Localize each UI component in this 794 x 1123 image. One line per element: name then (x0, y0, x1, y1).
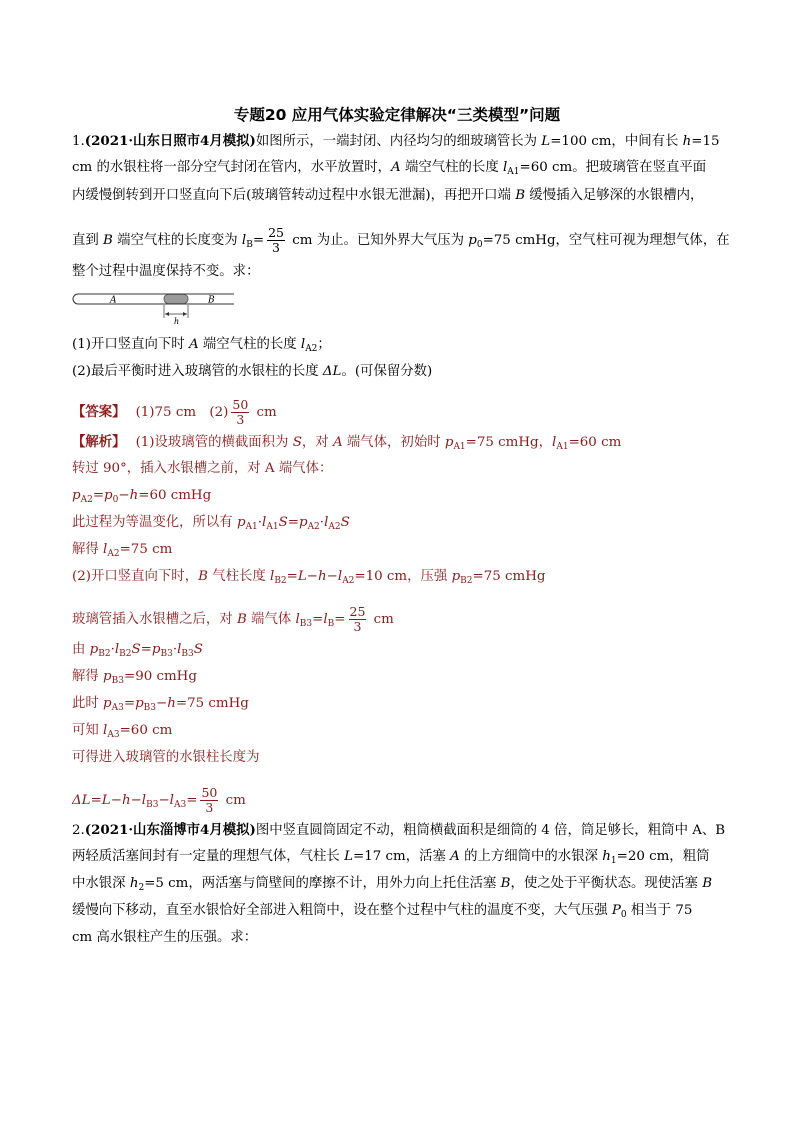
analysis-line-7: 玻璃管插入水银槽之后，对 B 端气体 $l_{B3}=l_B=$ $\frac{25}{3}$ cm (72, 604, 394, 634)
label-A: A (110, 295, 117, 306)
analysis-line-2: 转过 90°，插入水银槽之前，对 A 端气体： (72, 461, 333, 476)
analysis-line-11: 可知 $l_{A3}=60$ cm (72, 723, 173, 740)
analysis-line-10: 此时 $p_{A3}=p_{B3}-h=75$ cmHg (72, 696, 249, 713)
fraction-25-3: $\frac{25}{3}$ (268, 225, 284, 255)
analysis-line-6: (2)开口竖直向下时，B 气柱长度 $l_{B2}=L-h-l_{A2}=10$ cm，压强 $p_{B2}=75$ cmHg (72, 569, 546, 586)
q1-line-5: 整个过程中温度保持不变。求： (72, 264, 260, 279)
analysis-line-5: 解得 $l_{A2}=75$ cm (72, 542, 173, 559)
analysis-tag: 【解析】 (72, 434, 126, 450)
q2-line-5: cm 高水银柱产生的压强。求： (72, 930, 258, 945)
analysis-line-13: $\Delta L=L-h-l_{B3}-l_{A3}=$ $\frac{50}{3}$ cm (72, 785, 246, 815)
label-B: B (208, 295, 215, 306)
analysis-line-1: 【解析】 (1)设玻璃管的横截面积为 S，对 A 端气体，初始时 $p_{A1}=75$ cmHg，$l_{A1}=60$ cm (72, 434, 622, 452)
tube-diagram (72, 292, 242, 328)
q1-sub1: (1)开口竖直向下时 A 端空气柱的长度 $l_{A2}$； (72, 337, 331, 354)
q2-source: (2021·山东淄博市4月模拟) (84, 822, 256, 838)
analysis-line-3: $p_{A2}=p_0-h=60$ cmHg (72, 488, 212, 505)
q1-source: (2021·山东日照市4月模拟) (84, 133, 256, 149)
q1-line-1: 1.(2021·山东日照市4月模拟)如图所示，一端封闭、内径均匀的细玻璃管长为 L=100 cm，中间有长 h=15 (72, 133, 720, 149)
analysis-line-9: 解得 $p_{B3}=90$ cmHg (72, 669, 197, 686)
q2-line-3: 中水银深 $h_2=5$ cm，两活塞与筒壁间的摩擦不计，用外力向上托住活塞 B，使之处于平衡状态。现使活塞 B (72, 876, 713, 893)
q1-sub2: (2)最后平衡时进入玻璃管的水银柱的长度 ΔL。(可保留分数) (72, 364, 433, 379)
q1-line-3: 内缓慢倒转到开口竖直向下后(玻璃管转动过程中水银无泄漏)，再把开口端 B 缓慢插入足够深的水银槽内， (72, 188, 704, 203)
analysis-line-12: 可得进入玻璃管的水银柱长度为 (72, 750, 260, 765)
analysis-line-4: 此过程为等温变化，所以有 $p_{A1}\cdot l_{A1}S=p_{A2}\cdot l_{A2}S$ (72, 515, 350, 532)
page-title: 专题20 应用气体实验定律解决“三类模型”问题 (233, 106, 561, 124)
q1-line-4: 直到 B 端空气柱的长度变为 $l_B=$ $\frac{25}{3}$ cm 为止。已知外界大气压为 $p_0=75$ cmHg，空气柱可视为理想气体，在 (72, 225, 730, 255)
q2-line-4: 缓慢向下移动，直至水银恰好全部进入粗筒中，设在整个过程中气柱的温度不变，大气压强 $P_0$ 相当于 75 (72, 903, 693, 920)
q1-line-2: cm 的水银柱将一部分空气封闭在管内，水平放置时，A 端空气柱的长度 $l_{A1}=60$ cm。把玻璃管在竖直平面 (72, 160, 707, 177)
fraction-50-3: $\frac{50}{3}$ (232, 397, 249, 427)
analysis-line-8: 由 $p_{B2}\cdot l_{B2}S=p_{B3}\cdot l_{B3}S$ (72, 642, 203, 659)
q2-line-2: 两轻质活塞间封有一定量的理想气体，气柱长 L=17 cm，活塞 A 的上方细筒中的水银深 $h_1=20$ cm，粗筒 (72, 849, 710, 866)
answer-line: 【答案】 (1)75 cm (2) $\frac{50}{3}$ cm (72, 397, 277, 427)
mercury-column (164, 295, 188, 304)
answer-tag: 【答案】 (72, 404, 126, 420)
q2-line-1: 2.(2021·山东淄博市4月模拟)图中竖直圆筒固定不动，粗筒横截面积是细筒的 4 倍，筒足够长，粗筒中 A、B (72, 822, 726, 838)
label-h: h (174, 317, 180, 326)
